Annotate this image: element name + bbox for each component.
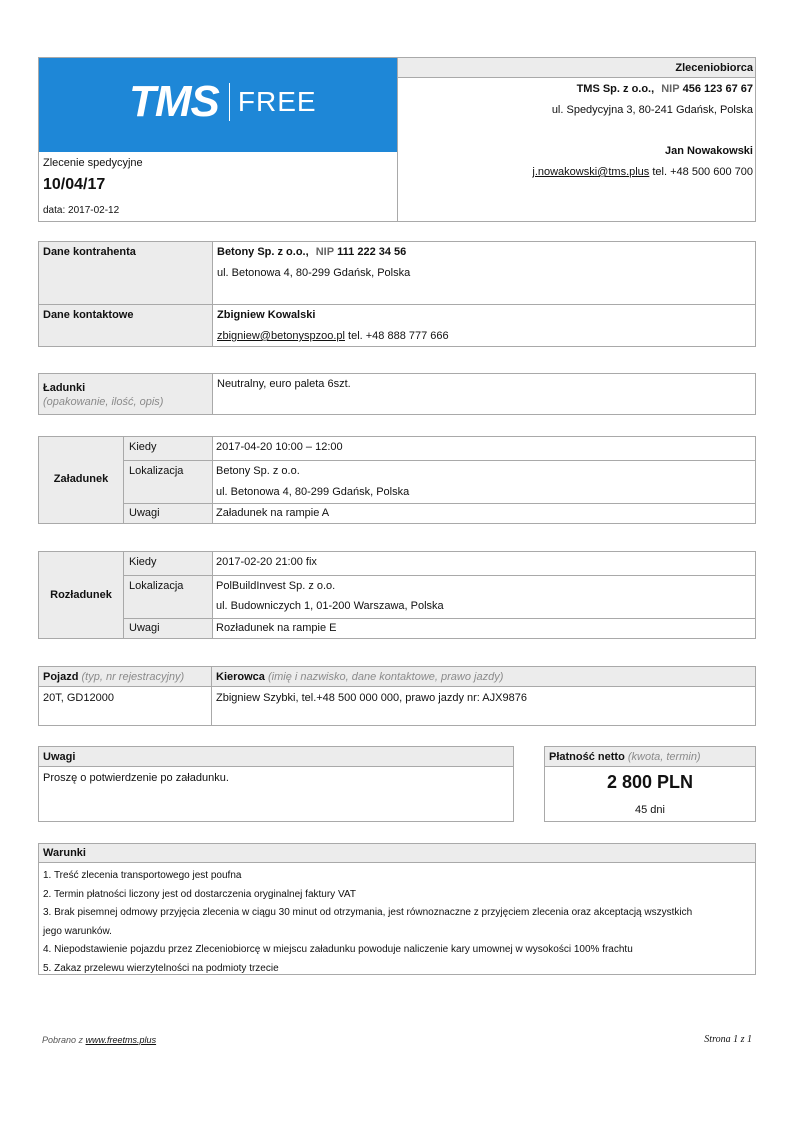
loading-row-line-2 (124, 503, 755, 504)
counterparty-company: Betony Sp. z o.o., (217, 246, 309, 258)
header-divider (397, 58, 398, 221)
logo (129, 77, 317, 126)
loading-location-label: Lokalizacja (129, 465, 184, 477)
contact-label: Dane kontaktowe (43, 309, 134, 321)
payment-header (549, 751, 701, 763)
contractor-nip: 456 123 67 67 (682, 83, 753, 95)
counterparty-nip-label: NIP (315, 246, 335, 258)
driver-value: Zbigniew Szybki, tel.+48 500 000 000, prawo jazdy nr: AJX9876 (216, 692, 527, 704)
loading-location-address: ul. Betonowa 4, 80-299 Gdańsk, Polska (216, 486, 410, 498)
counterparty-col-line (212, 242, 213, 346)
unloading-row-line-1 (124, 575, 755, 576)
counterparty-address: ul. Betonowa 4, 80-299 Gdańsk, Polska (217, 267, 411, 279)
loading-when-value: 2017-04-20 10:00 – 12:00 (216, 441, 343, 453)
unloading-col-line-1 (123, 552, 124, 638)
contractor-phone: tel. +48 500 600 700 (652, 166, 753, 178)
loading-notes-label: Uwagi (129, 507, 160, 519)
order-number: 10/04/17 (43, 176, 106, 193)
cargo-label: Ładunki (43, 382, 86, 394)
unloading-location-address: ul. Budowniczych 1, 01-200 Warszawa, Polska (216, 600, 444, 612)
date-label: data: (43, 205, 66, 216)
payment-term: 45 dni (635, 804, 665, 816)
contractor-person: Jan Nowakowski (664, 145, 753, 157)
contact-person: Zbigniew Kowalski (217, 309, 316, 321)
vehicle-label: Pojazd (43, 671, 79, 683)
contractor-contact (532, 166, 753, 178)
driver-hint: (imię i nazwisko, dane kontaktowe, prawo jazdy) (267, 671, 504, 683)
driver-header (216, 671, 503, 683)
loading-col-line-1 (123, 437, 124, 523)
contractor-address: ul. Spedycyjna 3, 80-241 Gdańsk, Polska (551, 104, 753, 116)
counterparty-nip: 111 222 34 56 (337, 246, 407, 258)
counterparty-row-line (39, 304, 755, 305)
notes-value: Proszę o potwierdzenie po załadunku. (43, 772, 229, 784)
doc-type: Zlecenie spedycyjne (43, 157, 143, 169)
unloading-location-name: PolBuildInvest Sp. z o.o. (216, 580, 336, 592)
cargo-hint: (opakowanie, ilość, opis) (43, 396, 164, 408)
unloading-title: Rozładunek (50, 589, 112, 601)
conditions-label: Warunki (43, 847, 86, 859)
notes-label: Uwagi (43, 751, 76, 763)
condition-item: 2. Termin płatności liczony jest od dostarczenia oryginalnej faktury VAT (43, 888, 356, 900)
contractor-company-line (577, 83, 753, 95)
logo-sub: FREE (237, 86, 317, 117)
contact-details (217, 330, 449, 342)
vehicle-hint: (typ, nr rejestracyjny) (81, 671, 185, 683)
payment-amount: 2 800 PLN (606, 772, 694, 792)
condition-item: jego warunków. (43, 925, 112, 937)
unloading-when-label: Kiedy (129, 556, 157, 568)
order-date (43, 205, 119, 216)
cargo-col-line (212, 374, 213, 414)
logo-banner (39, 58, 397, 152)
unloading-col-line-2 (212, 552, 213, 638)
footer-source (42, 1035, 156, 1045)
contractor-title: Zleceniobiorca (675, 62, 753, 74)
footer-page: Strona 1 z 1 (704, 1034, 752, 1045)
unloading-notes-label: Uwagi (129, 622, 160, 634)
conditions-header-row (39, 844, 755, 863)
footer-site-link[interactable]: www.freetms.plus (85, 1035, 157, 1045)
unloading-notes-value: Rozładunek na rampie E (216, 622, 337, 634)
payment-hint: (kwota, termin) (627, 751, 701, 763)
counterparty-company-line (217, 246, 406, 258)
condition-item: 3. Brak pisemnej odmowy przyjęcia zlecenia w ciągu 30 minut od otrzymania, jest równoznaczne z przyjęciem zlecenia oraz akceptacją wszystkich (43, 907, 693, 918)
contractor-email-link[interactable]: j.nowakowski@tms.plus (532, 166, 650, 178)
loading-location-name: Betony Sp. z o.o. (216, 465, 300, 477)
condition-item: 5. Zakaz przelewu wierzytelności na podmioty trzecie (43, 962, 279, 974)
notes-header-row (39, 747, 513, 767)
driver-label: Kierowca (216, 671, 265, 683)
logo-main: TMS (129, 77, 219, 126)
contact-phone: tel. +48 888 777 666 (348, 330, 449, 342)
cargo-value: Neutralny, euro paleta 6szt. (217, 378, 351, 390)
contractor-nip-label: NIP (661, 83, 680, 95)
unloading-location-label: Lokalizacja (129, 580, 184, 592)
payment-label: Płatność netto (549, 751, 625, 763)
vehicle-value: 20T, GD12000 (43, 692, 114, 704)
cargo-label-col (39, 374, 212, 414)
loading-col-line-2 (212, 437, 213, 523)
loading-notes-value: Załadunek na rampie A (216, 507, 330, 519)
counterparty-label: Dane kontrahenta (43, 246, 136, 258)
unloading-when-value: 2017-02-20 21:00 fix (216, 556, 317, 568)
condition-item: 4. Niepodstawienie pojazdu przez Zleceniobiorcę w miejscu załadunku powoduje naliczenie kary umownej w wysokości 100% frachtu (43, 944, 633, 955)
loading-row-line-1 (124, 460, 755, 461)
logo-divider (229, 83, 230, 121)
vehicle-col-line (211, 667, 212, 725)
unloading-row-line-2 (124, 618, 755, 619)
footer-downloaded: Pobrano z (42, 1035, 84, 1045)
loading-when-label: Kiedy (129, 441, 157, 453)
vehicle-header (43, 671, 184, 683)
date-value: 2017-02-12 (68, 205, 120, 216)
contractor-company: TMS Sp. z o.o., (576, 83, 655, 95)
loading-title: Załadunek (53, 473, 109, 485)
conditions-list (43, 867, 753, 978)
condition-item: 1. Treść zlecenia transportowego jest poufna (43, 870, 242, 881)
contact-email-link[interactable]: zbigniew@betonyspzoo.pl (217, 330, 345, 342)
